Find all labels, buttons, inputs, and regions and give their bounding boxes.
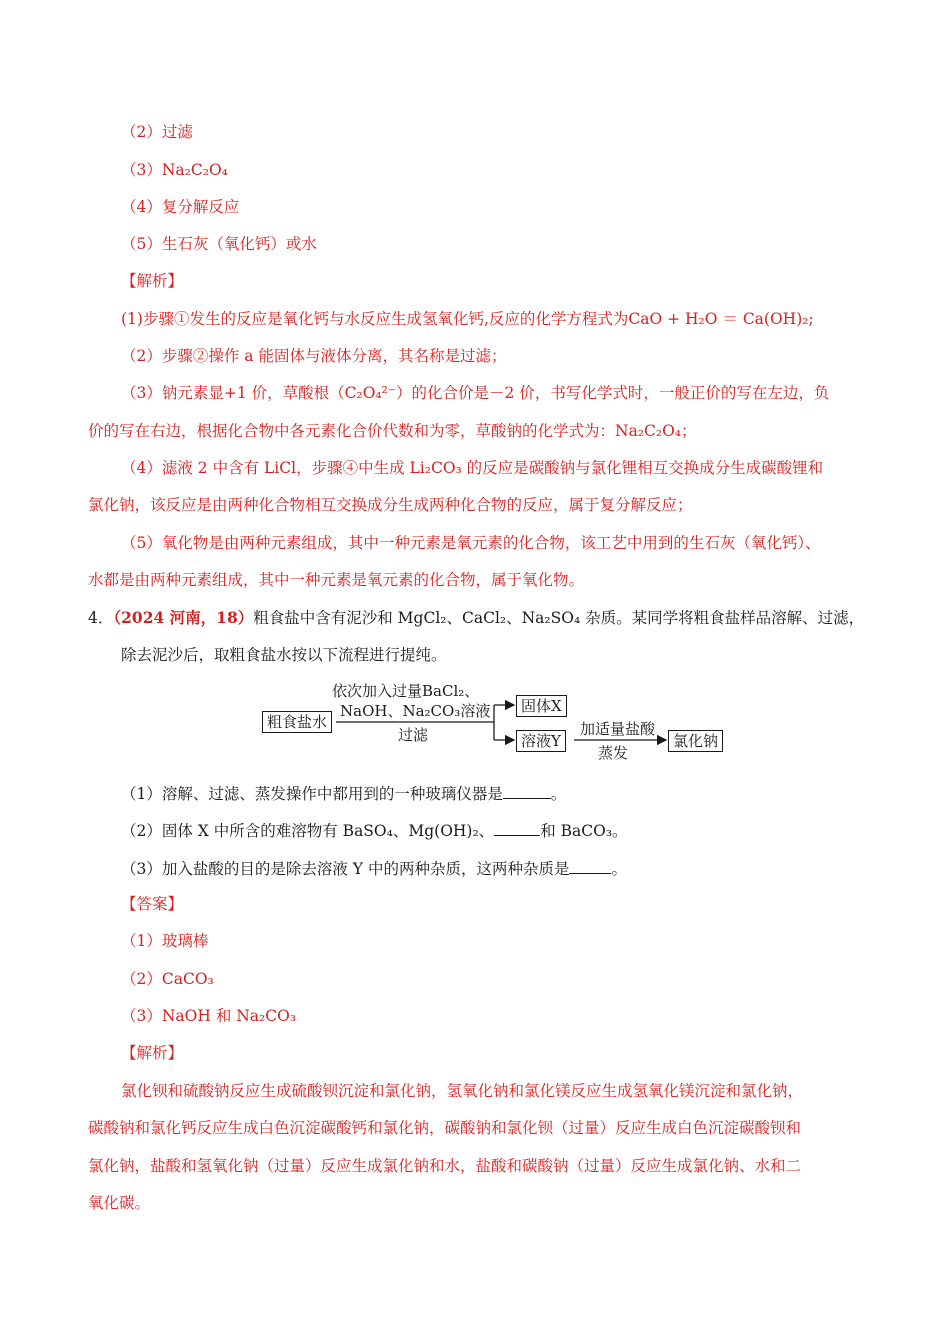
q4-sub2 xyxy=(121,819,628,841)
q4-sub1-text: （1）溶解、过滤、蒸发操作中都用到的一种玻璃仪器是 xyxy=(121,785,503,803)
q3-analysis-p1: (1)步骤①发生的反应是氧化钙与水反应生成氢氧化钙,反应的化学方程式为CaO + H₂O ＝ Ca(OH)₂; xyxy=(121,310,814,328)
flow-reagent2: 加适量盐酸 xyxy=(580,720,656,738)
q4-number: 4． xyxy=(88,609,114,627)
q4-sub1-end: 。 xyxy=(550,785,567,803)
q4-sub1-blank xyxy=(503,782,551,799)
q4-answer-1: （1）玻璃棒 xyxy=(121,932,209,950)
q4-sub2-text: （2）固体 X 中所含的难溶物有 BaSO₄、Mg(OH)₂、 xyxy=(121,822,495,840)
q4-stem-line2: 除去泥沙后，取粗食盐水按以下流程进行提纯。 xyxy=(121,646,447,664)
flow-box-product: 氯化钠 xyxy=(668,730,723,752)
q4-sub3-text: （3）加入盐酸的目的是除去溶液 Y 中的两种杂质，这两种杂质是 xyxy=(121,860,570,878)
q4-sub2-end: 和 BaCO₃。 xyxy=(540,822,628,840)
q4-sub1 xyxy=(121,782,566,804)
q4-analysis-line1: 氯化钡和硫酸钠反应生成硫酸钡沉淀和氯化钠，氢氧化钠和氯化镁反应生成氢氧化镁沉淀和氯化钠， xyxy=(121,1082,804,1100)
q3-answer-4: （4）复分解反应 xyxy=(121,198,240,216)
q4-sub3-end: 。 xyxy=(611,860,627,878)
q4-sub3 xyxy=(121,857,627,879)
q3-analysis-p4-line2: 氯化钠，该反应是由两种化合物相互交换成分生成两种化合物的反应，属于复分解反应； xyxy=(88,496,693,514)
q4-answer-2: （2）CaCO₃ xyxy=(121,970,214,988)
q4-sub2-blank xyxy=(494,819,540,836)
flow-reagent-line2: NaOH、Na₂CO₃溶液 xyxy=(340,702,491,720)
q3-analysis-p5-line2: 水都是由两种元素组成，其中一种元素是氧元素的化合物，属于氧化物。 xyxy=(88,571,585,589)
flow-op-filter: 过滤 xyxy=(398,726,429,744)
q3-analysis-p5-line1: （5）氧化物是由两种元素组成，其中一种元素是氧元素的化合物，该工艺中用到的生石灰（氧化钙）、 xyxy=(121,534,821,552)
q3-answer-3: （3）Na₂C₂O₄ xyxy=(121,161,228,179)
q4-analysis-line2: 碳酸钠和氯化钙反应生成白色沉淀碳酸钙和氯化钠，碳酸钠和氯化钡（过量）反应生成白色沉淀碳酸钡和 xyxy=(88,1119,802,1137)
flow-reagent-line1: 依次加入过量BaCl₂、 xyxy=(332,682,480,700)
q3-analysis-p3-line1: （3）钠元素显+1 价，草酸根（C₂O₄²⁻）的化合价是－2 价，书写化学式时，一般正价的写在左边，负 xyxy=(121,384,830,402)
q4-analysis-line4: 氧化碳。 xyxy=(88,1194,151,1212)
flow-op-evaporate: 蒸发 xyxy=(598,744,629,762)
purification-flowchart xyxy=(258,676,758,766)
q4-analysis-label: 【解析】 xyxy=(121,1044,184,1062)
flow-box-solid-x: 固体X xyxy=(516,695,567,717)
q3-analysis-p2: （2）步骤②操作 a 能固体与液体分离，其名称是过滤； xyxy=(121,347,507,365)
q4-stem-text: 粗食盐中含有泥沙和 MgCl₂、CaCl₂、Na₂SO₄ 杂质。某同学将粗食盐样品溶解、过滤， xyxy=(253,609,865,627)
q3-answer-5: （5）生石灰（氧化钙）或水 xyxy=(121,235,317,253)
q3-analysis-p4-line1: （4）滤液 2 中含有 LiCl，步骤④中生成 Li₂CO₃ 的反应是碳酸钠与氯化锂相互交换成分生成碳酸锂和 xyxy=(121,459,824,477)
q4-analysis-line3: 氯化钠，盐酸和氢氧化钠（过量）反应生成氯化钠和水，盐酸和碳酸钠（过量）反应生成氯化钠、水和二 xyxy=(88,1157,802,1175)
q3-answer-2: （2）过滤 xyxy=(121,123,193,141)
q4-sub3-blank xyxy=(569,857,611,874)
q4-answer-label: 【答案】 xyxy=(121,895,184,913)
q3-analysis-label: 【解析】 xyxy=(121,272,184,290)
flow-box-solution-y: 溶液Y xyxy=(516,730,566,752)
q4-answer-3: （3）NaOH 和 Na₂CO₃ xyxy=(121,1007,297,1025)
q4-source: （2024 河南，18） xyxy=(113,608,254,627)
flow-box-start: 粗食盐水 xyxy=(262,711,332,733)
q3-analysis-p3-line2: 价的写在右边，根据化合物中各元素化合价代数和为零，草酸钠的化学式为：Na₂C₂O₄； xyxy=(88,422,697,440)
q4-stem-line1 xyxy=(88,608,864,628)
